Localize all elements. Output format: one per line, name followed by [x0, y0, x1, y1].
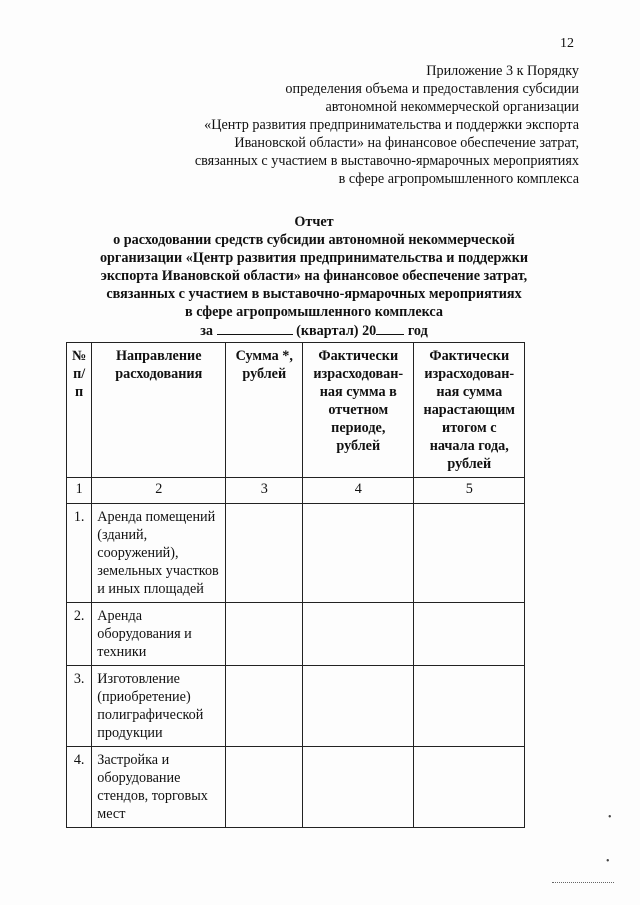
- appendix-line: Ивановской области» на финансовое обеспечение затрат,: [234, 135, 579, 151]
- table-header-row: [67, 343, 525, 478]
- column-number: 5: [414, 478, 525, 504]
- period-spent-cell[interactable]: [303, 603, 414, 666]
- sum-cell[interactable]: [226, 504, 303, 603]
- header-ytd-spent: Фактически израсходован-ная сумма нарастающим итогом с начала года, рублей: [414, 343, 525, 478]
- row-direction: Изготовление (приобретение) полиграфической продукции: [92, 666, 226, 747]
- period-quarter-label: (квартал) 20: [296, 323, 377, 339]
- row-number: 3.: [67, 666, 92, 747]
- column-number: 3: [226, 478, 303, 504]
- period-spent-cell[interactable]: [303, 747, 414, 828]
- table-row: [67, 504, 525, 603]
- quarter-blank-field[interactable]: [217, 321, 293, 335]
- scan-speck: •: [606, 856, 610, 867]
- table-row: [67, 747, 525, 828]
- header-direction: Направление расходования: [92, 343, 226, 478]
- row-direction: Аренда оборудования и техники: [92, 603, 226, 666]
- header-sum: Сумма *, рублей: [226, 343, 303, 478]
- expense-report-table: [66, 342, 525, 828]
- column-number-row: [67, 478, 525, 504]
- appendix-line: определения объема и предоставления субсидии: [285, 81, 579, 97]
- row-number: 1.: [67, 504, 92, 603]
- ytd-spent-cell[interactable]: [414, 666, 525, 747]
- scan-speck: •: [608, 812, 612, 823]
- ytd-spent-cell[interactable]: [414, 504, 525, 603]
- row-number: 2.: [67, 603, 92, 666]
- column-number: 1: [67, 478, 92, 504]
- ytd-spent-cell[interactable]: [414, 603, 525, 666]
- report-subtitle-line: о расходовании средств субсидии автономной некоммерческой: [113, 232, 515, 248]
- ytd-spent-cell[interactable]: [414, 747, 525, 828]
- appendix-line: автономной некоммерческой организации: [325, 99, 579, 115]
- period-year-suffix: год: [407, 323, 428, 339]
- report-header: [80, 213, 548, 340]
- sum-cell[interactable]: [226, 666, 303, 747]
- page-number: 12: [560, 36, 574, 51]
- column-number: 4: [303, 478, 414, 504]
- table-row: [67, 603, 525, 666]
- report-title: Отчет: [294, 214, 334, 230]
- sum-cell[interactable]: [226, 603, 303, 666]
- period-spent-cell[interactable]: [303, 504, 414, 603]
- row-direction: Аренда помещений (зданий, сооружений), земельных участков и иных площадей: [92, 504, 226, 603]
- column-number: 2: [92, 478, 226, 504]
- report-subtitle-line: в сфере агропромышленного комплекса: [184, 304, 443, 320]
- period-prefix: за: [200, 323, 214, 339]
- row-direction: Застройка и оборудование стендов, торговых мест: [92, 747, 226, 828]
- report-subtitle-line: экспорта Ивановской области» на финансовое обеспечение затрат,: [100, 268, 528, 284]
- appendix-line: связанных с участием в выставочно-ярмарочных мероприятиях: [194, 153, 579, 169]
- year-blank-field[interactable]: [376, 321, 404, 335]
- report-subtitle-line: связанных с участием в выставочно-ярмарочных мероприятиях: [106, 286, 522, 302]
- table-row: [67, 666, 525, 747]
- appendix-header: [139, 62, 579, 188]
- scan-artifact-line: [552, 882, 614, 883]
- report-subtitle-line: организации «Центр развития предпринимательства и поддержки: [99, 250, 529, 266]
- appendix-line: «Центр развития предпринимательства и поддержки экспорта: [204, 117, 579, 133]
- period-spent-cell[interactable]: [303, 666, 414, 747]
- header-period-spent: Фактически израсходован-ная сумма в отчетном периоде, рублей: [303, 343, 414, 478]
- appendix-line: Приложение 3 к Порядку: [426, 63, 579, 79]
- header-number: № п/п: [67, 343, 92, 478]
- row-number: 4.: [67, 747, 92, 828]
- appendix-line: в сфере агропромышленного комплекса: [338, 171, 579, 187]
- sum-cell[interactable]: [226, 747, 303, 828]
- report-period: [80, 321, 548, 340]
